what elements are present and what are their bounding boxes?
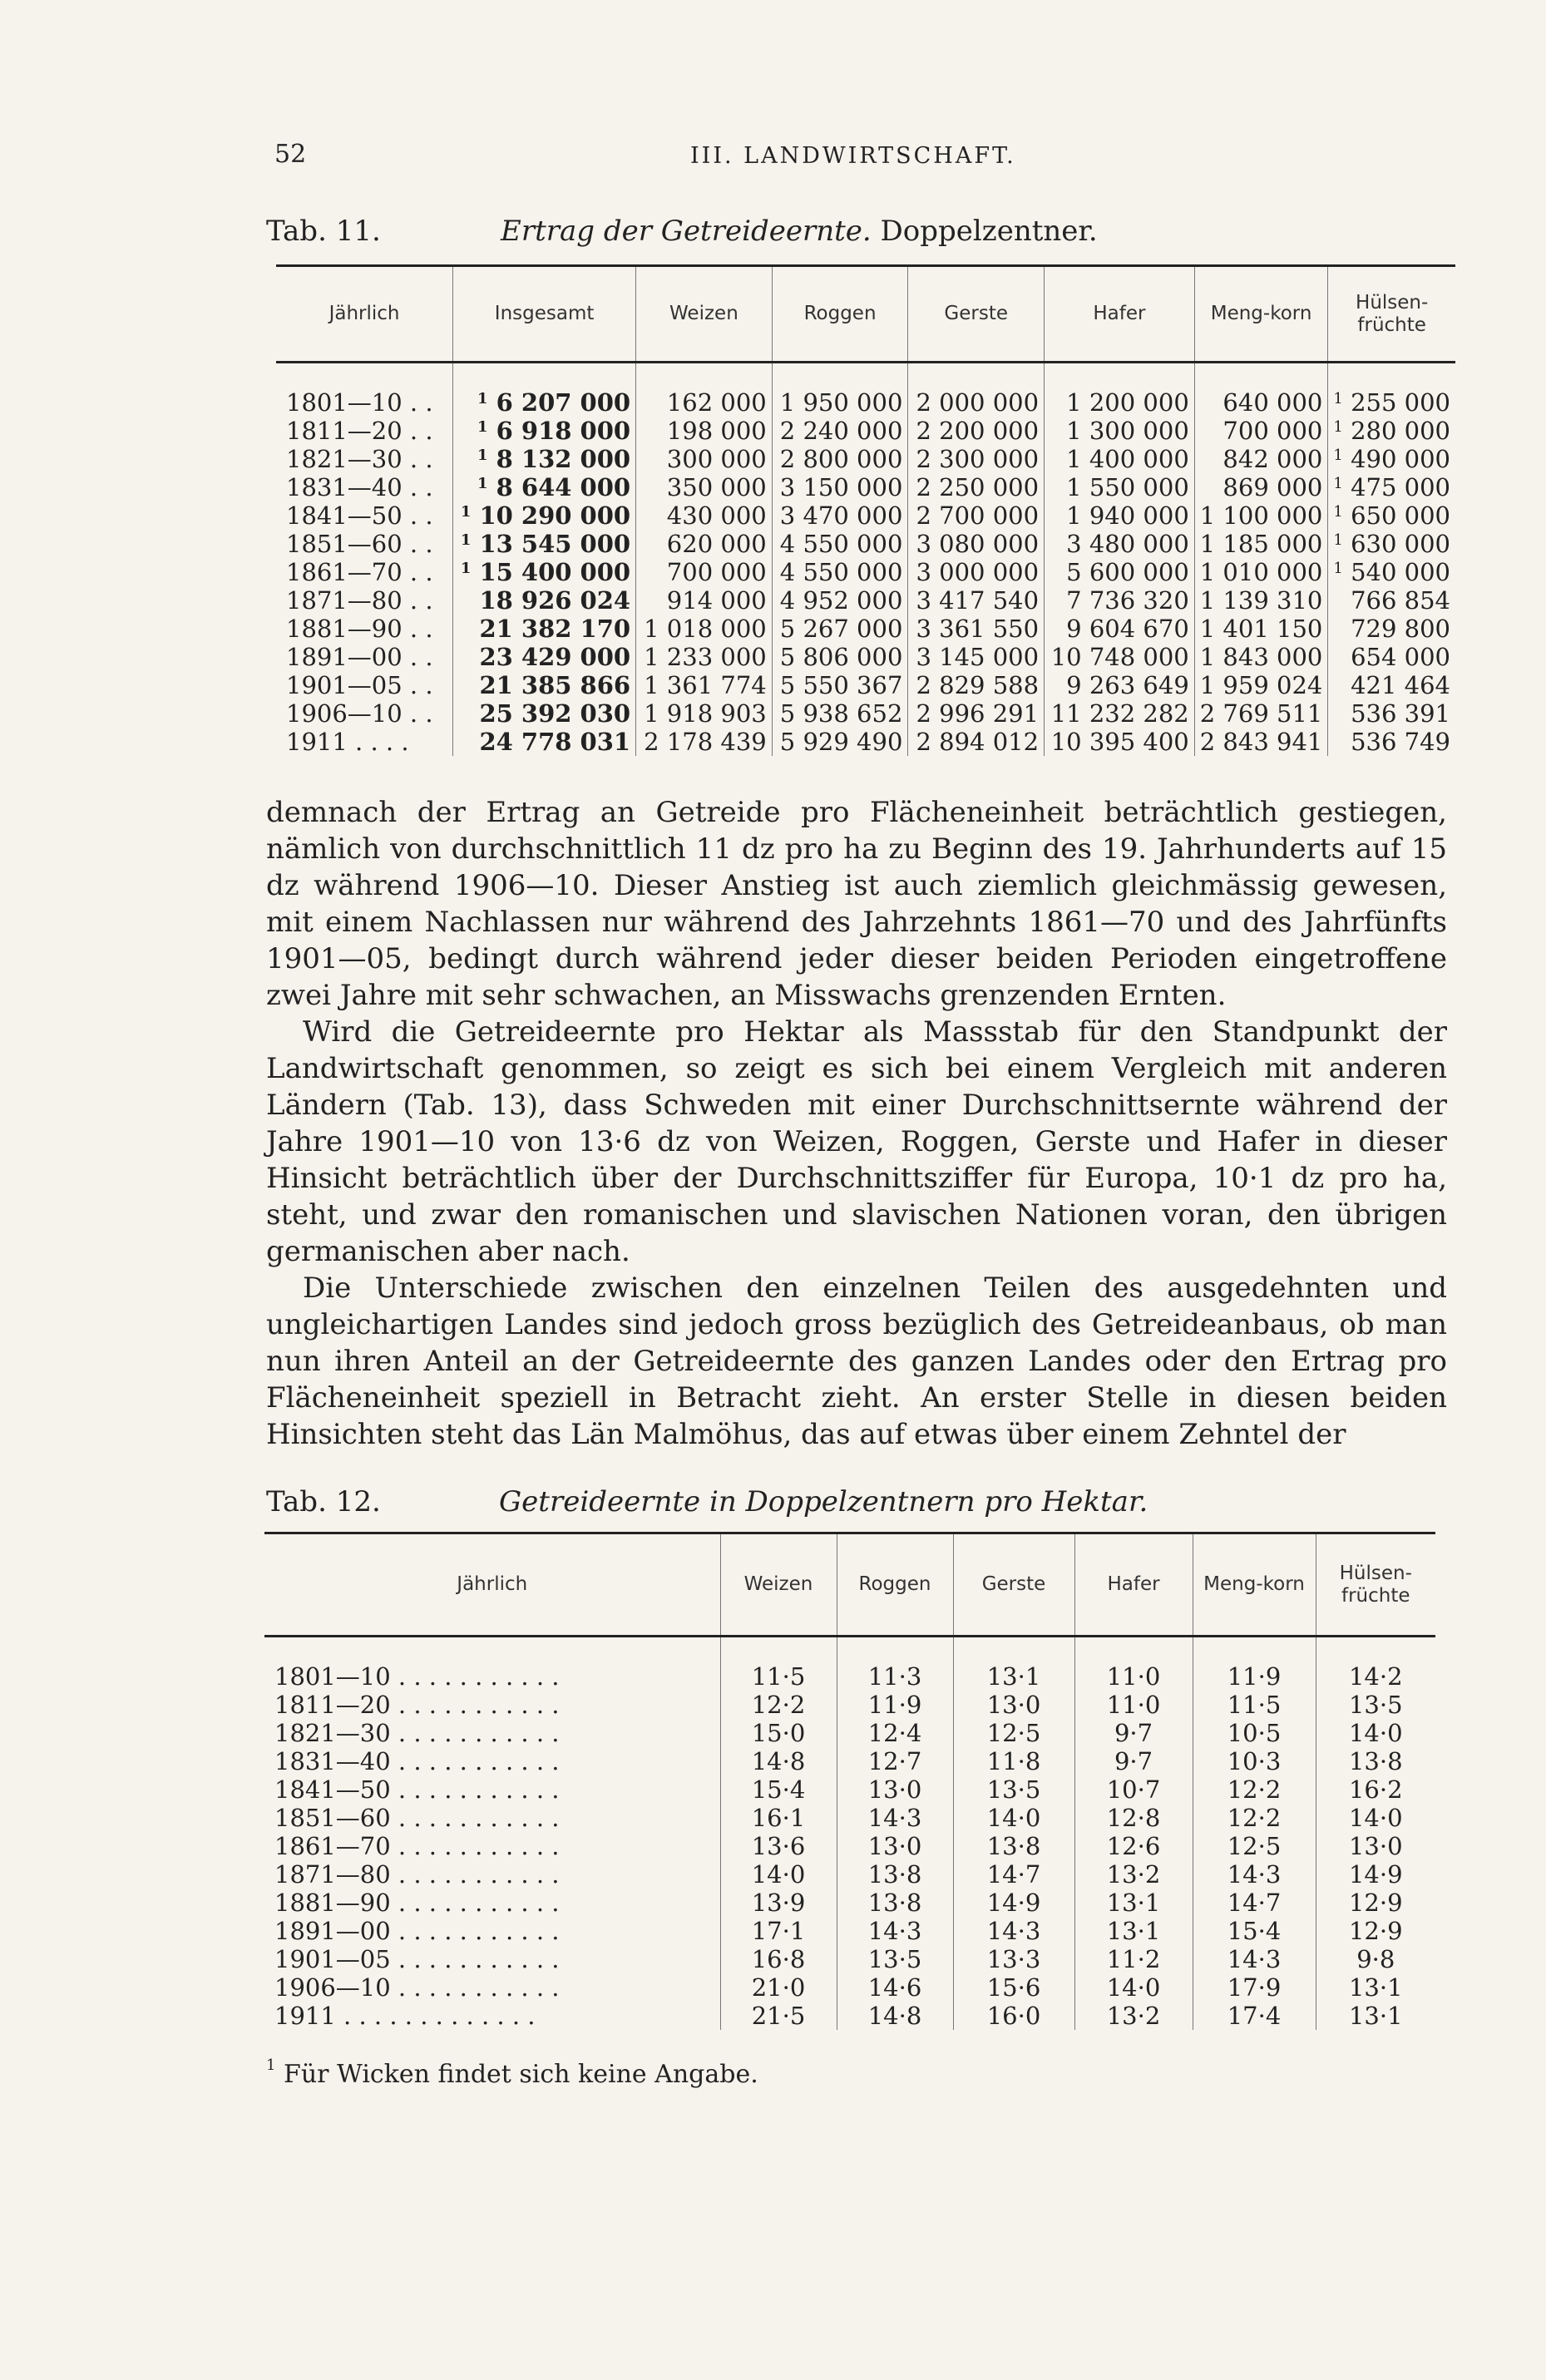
hafer-cell: 12·8	[1074, 1804, 1193, 1832]
gerste-cell: 2 996 291	[908, 699, 1045, 728]
footnote-ref: 1	[1333, 531, 1343, 549]
weizen-cell: 13·9	[720, 1889, 837, 1917]
gerste-cell: 2 250 000	[908, 473, 1045, 501]
mengkorn-cell: 1 010 000	[1194, 558, 1328, 586]
period-cell: 1901—05 . . . . . . . . . . .	[274, 1945, 560, 1973]
footnote-ref: 1	[460, 531, 472, 549]
period-cell: 1821—30 . .	[286, 445, 433, 473]
gerste-cell: 2 700 000	[908, 501, 1045, 530]
footnote-ref: 1	[477, 447, 488, 464]
weizen-cell: 11·5	[720, 1637, 837, 1691]
footnote-ref: 1	[477, 390, 488, 407]
mengkorn-cell: 1 139 310	[1194, 586, 1328, 615]
weizen-cell: 12·2	[720, 1691, 837, 1719]
hafer-cell: 11 232 282	[1045, 699, 1195, 728]
huelsen-cell: 16·2	[1316, 1775, 1435, 1804]
gerste-cell: 13·1	[953, 1637, 1074, 1691]
hafer-cell: 9·7	[1074, 1747, 1193, 1775]
mengkorn-cell: 14·7	[1193, 1889, 1316, 1917]
cell-value: 255 000	[1351, 388, 1450, 417]
weizen-cell: 620 000	[636, 530, 773, 558]
hafer-cell: 7 736 320	[1045, 586, 1195, 615]
table-row	[276, 586, 1455, 615]
footnote-text: Für Wicken findet sich keine Angabe.	[284, 2060, 758, 2089]
weizen-cell: 17·1	[720, 1917, 837, 1945]
mengkorn-cell: 640 000	[1194, 363, 1328, 417]
period-cell: 1851—60 . . . . . . . . . . .	[274, 1804, 560, 1832]
total-cell: 25 392 030	[453, 699, 636, 728]
mengkorn-cell: 1 959 024	[1194, 671, 1328, 699]
period-cell: 1906—10 . . . . . . . . . . .	[274, 1973, 560, 2002]
gerste-cell: 2 200 000	[908, 417, 1045, 445]
huelsen-cell	[1328, 558, 1455, 586]
weizen-cell: 21·5	[720, 2002, 837, 2030]
col-header-hafer: Hafer	[1074, 1533, 1193, 1637]
huelsen-cell: 13·5	[1316, 1691, 1435, 1719]
gerste-cell: 13·5	[953, 1775, 1074, 1804]
table-row	[264, 1945, 1435, 1973]
col-header-jaehrlich: Jährlich	[457, 1573, 528, 1595]
period-cell: 1901—05 . .	[286, 671, 433, 699]
cell-value: 650 000	[1351, 501, 1450, 530]
table-row	[264, 1719, 1435, 1747]
roggen-cell: 11·9	[837, 1691, 953, 1719]
mengkorn-cell: 17·9	[1193, 1973, 1316, 2002]
col-header-gerste: Gerste	[953, 1533, 1074, 1637]
gerste-cell: 3 361 550	[908, 615, 1045, 643]
weizen-cell: 350 000	[636, 473, 773, 501]
gerste-cell: 14·0	[953, 1804, 1074, 1832]
period-cell: 1861—70 . . . . . . . . . . .	[274, 1832, 560, 1860]
huelsen-cell: 13·0	[1316, 1832, 1435, 1860]
mengkorn-cell: 1 100 000	[1194, 501, 1328, 530]
total-cell: 21 385 866	[453, 671, 636, 699]
mengkorn-cell: 12·5	[1193, 1832, 1316, 1860]
cell-value: 280 000	[1351, 417, 1450, 445]
col-header-insgesamt: Insgesamt	[453, 266, 636, 363]
roggen-cell: 13·0	[837, 1775, 953, 1804]
weizen-cell: 15·4	[720, 1775, 837, 1804]
weizen-cell: 14·0	[720, 1860, 837, 1889]
weizen-cell: 300 000	[636, 445, 773, 473]
footnote-mark: 1	[266, 2057, 276, 2074]
table-row	[276, 558, 1455, 586]
period-cell: 1851—60 . .	[286, 530, 433, 558]
period-cell: 1911 . . . .	[286, 728, 409, 756]
table-row	[276, 501, 1455, 530]
table-row	[276, 363, 1455, 417]
gerste-cell: 13·0	[953, 1691, 1074, 1719]
weizen-cell: 1 018 000	[636, 615, 773, 643]
period-cell: 1801—10 . .	[286, 388, 433, 417]
hafer-cell: 13·2	[1074, 2002, 1193, 2030]
hafer-cell: 14·0	[1074, 1973, 1193, 2002]
gerste-cell: 2 829 588	[908, 671, 1045, 699]
total-cell	[453, 445, 636, 473]
total-cell	[453, 530, 636, 558]
col-header-mengkorn: Meng-korn	[1193, 1533, 1316, 1637]
weizen-cell: 430 000	[636, 501, 773, 530]
paragraph-1: demnach der Ertrag an Getreide pro Flächeneinheit beträchtlich gestiegen, nämlich von durchschnittlich 11 dz pro ha zu Beginn des 19. Jahrhunderts auf 15 dz während 1906—10. Dieser Anstieg ist auch ziemlich gleichmässig gewesen, mit einem Nachlassen nur während des Jahrzehnts 1861—70 und des Jahrfünfts 1901—05, bedingt durch während jeder dieser beiden Perioden eingetroffene zwei Jahre mit sehr schwachen, an Misswachs grenzenden Ernten.	[266, 796, 1447, 1012]
table-row	[264, 1804, 1435, 1832]
col-header-roggen: Roggen	[837, 1533, 953, 1637]
mengkorn-cell: 842 000	[1194, 445, 1328, 473]
body-text	[266, 794, 1447, 1453]
hafer-cell: 12·6	[1074, 1832, 1193, 1860]
total-cell: 24 778 031	[453, 728, 636, 756]
huelsen-cell: 729 800	[1328, 615, 1455, 643]
period-cell: 1821—30 . . . . . . . . . . .	[274, 1719, 560, 1747]
period-cell: 1841—50 . . . . . . . . . . .	[274, 1775, 560, 1804]
gerste-cell: 14·9	[953, 1889, 1074, 1917]
table-row	[264, 1691, 1435, 1719]
roggen-cell: 12·4	[837, 1719, 953, 1747]
gerste-cell: 3 080 000	[908, 530, 1045, 558]
period-cell: 1881—90 . .	[286, 615, 433, 643]
hafer-cell: 9 263 649	[1045, 671, 1195, 699]
mengkorn-cell: 869 000	[1194, 473, 1328, 501]
huelsen-cell: 14·2	[1316, 1637, 1435, 1691]
total-cell: 23 429 000	[453, 643, 636, 671]
mengkorn-cell: 1 843 000	[1194, 643, 1328, 671]
weizen-cell: 1 361 774	[636, 671, 773, 699]
huelsen-cell: 536 391	[1328, 699, 1455, 728]
mengkorn-cell: 700 000	[1194, 417, 1328, 445]
hafer-cell: 1 400 000	[1045, 445, 1195, 473]
roggen-cell: 14·3	[837, 1917, 953, 1945]
col-header-weizen: Weizen	[636, 266, 773, 363]
footnote-ref: 1	[460, 503, 472, 521]
roggen-cell: 13·8	[837, 1860, 953, 1889]
huelsen-cell: 12·9	[1316, 1889, 1435, 1917]
cell-value: 6 207 000	[496, 388, 631, 417]
period-cell: 1811—20 . .	[286, 417, 433, 445]
gerste-cell: 3 145 000	[908, 643, 1045, 671]
huelsen-cell: 766 854	[1328, 586, 1455, 615]
mengkorn-cell: 2 843 941	[1194, 728, 1328, 756]
weizen-cell: 914 000	[636, 586, 773, 615]
cell-value: 540 000	[1351, 558, 1450, 586]
roggen-cell: 5 929 490	[772, 728, 908, 756]
table-row	[276, 643, 1455, 671]
roggen-cell: 5 267 000	[772, 615, 908, 643]
period-cell: 1911 . . . . . . . . . . . . .	[274, 2002, 536, 2030]
huelsen-cell: 13·8	[1316, 1747, 1435, 1775]
huelsen-cell: 14·9	[1316, 1860, 1435, 1889]
footnote-ref: 1	[477, 418, 488, 436]
huelsen-cell	[1328, 473, 1455, 501]
col-header-mengkorn: Meng-korn	[1194, 266, 1328, 363]
huelsen-cell	[1328, 417, 1455, 445]
page-header	[274, 140, 1455, 181]
hafer-cell: 9 604 670	[1045, 615, 1195, 643]
footnote-ref: 1	[1333, 447, 1343, 464]
roggen-cell: 1 950 000	[772, 363, 908, 417]
table-row	[276, 445, 1455, 473]
cell-value: 6 918 000	[496, 417, 631, 445]
table-row	[276, 473, 1455, 501]
gerste-cell: 12·5	[953, 1719, 1074, 1747]
table-row	[276, 417, 1455, 445]
weizen-cell: 13·6	[720, 1832, 837, 1860]
gerste-cell: 2 894 012	[908, 728, 1045, 756]
paragraph-2: Wird die Getreideernte pro Hektar als Massstab für den Standpunkt der Landwirtschaft genommen, so zeigt es sich bei einem Vergleich mit anderen Ländern (Tab. 13), dass Schweden mit einer Durchschnittsernte während der Jahre 1901—10 von 13·6 dz von Weizen, Roggen, Gerste und Hafer in dieser Hinsicht beträchtlich über der Durchschnittsziffer für Europa, 10·1 dz pro ha, steht, und zwar den romanischen und slavischen Nationen voran, den übrigen germanischen aber nach.	[266, 1015, 1447, 1268]
table-row	[264, 1973, 1435, 2002]
weizen-cell: 198 000	[636, 417, 773, 445]
huelsen-cell: 12·9	[1316, 1917, 1435, 1945]
huelsen-cell	[1328, 501, 1455, 530]
col-header-jaehrlich: Jährlich	[328, 303, 400, 324]
total-cell	[453, 363, 636, 417]
huelsen-cell: 536 749	[1328, 728, 1455, 756]
footnote-ref: 1	[1333, 475, 1343, 492]
total-cell	[453, 417, 636, 445]
cell-value: 8 644 000	[496, 473, 631, 501]
hafer-cell: 13·1	[1074, 1917, 1193, 1945]
weizen-cell: 14·8	[720, 1747, 837, 1775]
hafer-cell: 10 748 000	[1045, 643, 1195, 671]
huelsen-cell: 9·8	[1316, 1945, 1435, 1973]
period-cell: 1811—20 . . . . . . . . . . .	[274, 1691, 560, 1719]
gerste-cell: 11·8	[953, 1747, 1074, 1775]
total-cell: 21 382 170	[453, 615, 636, 643]
page-number: 52	[274, 140, 307, 169]
period-cell: 1841—50 . .	[286, 501, 433, 530]
gerste-cell: 2 300 000	[908, 445, 1045, 473]
table-row	[276, 615, 1455, 643]
gerste-cell: 14·3	[953, 1917, 1074, 1945]
hafer-cell: 1 550 000	[1045, 473, 1195, 501]
col-header-gerste: Gerste	[908, 266, 1045, 363]
roggen-cell: 3 150 000	[772, 473, 908, 501]
table-12-title: Getreideernte in Doppelzentnern pro Hektar.	[499, 1485, 1148, 1518]
table-11-header-row	[276, 266, 1455, 363]
period-cell: 1831—40 . .	[286, 473, 433, 501]
table-row	[264, 1889, 1435, 1917]
huelsen-cell: 14·0	[1316, 1719, 1435, 1747]
cell-value: 13 545 000	[479, 530, 631, 558]
huelsen-cell	[1328, 445, 1455, 473]
running-title: III. LANDWIRTSCHAFT.	[690, 143, 1016, 169]
roggen-cell: 13·0	[837, 1832, 953, 1860]
footnote-ref: 1	[460, 560, 472, 577]
cell-value: 475 000	[1351, 473, 1450, 501]
roggen-cell: 11·3	[837, 1637, 953, 1691]
table-row	[264, 1860, 1435, 1889]
col-header-huelsenfruechte: Hülsen-früchte	[1316, 1533, 1435, 1637]
footnote-ref: 1	[1333, 560, 1343, 577]
mengkorn-cell: 12·2	[1193, 1775, 1316, 1804]
roggen-cell: 4 550 000	[772, 558, 908, 586]
mengkorn-cell: 11·9	[1193, 1637, 1316, 1691]
gerste-cell: 15·6	[953, 1973, 1074, 2002]
hafer-cell: 13·2	[1074, 1860, 1193, 1889]
huelsen-cell: 13·1	[1316, 1973, 1435, 2002]
period-cell: 1891—00 . . . . . . . . . . .	[274, 1917, 560, 1945]
table-row	[264, 2002, 1435, 2030]
mengkorn-cell: 15·4	[1193, 1917, 1316, 1945]
roggen-cell: 5 550 367	[772, 671, 908, 699]
period-cell: 1831—40 . . . . . . . . . . .	[274, 1747, 560, 1775]
table-row	[276, 671, 1455, 699]
table-11-label: Tab. 11.	[266, 215, 381, 248]
gerste-cell: 13·8	[953, 1832, 1074, 1860]
roggen-cell: 5 938 652	[772, 699, 908, 728]
mengkorn-cell: 14·3	[1193, 1860, 1316, 1889]
total-cell: 18 926 024	[453, 586, 636, 615]
hafer-cell: 9·7	[1074, 1719, 1193, 1747]
weizen-cell: 1 233 000	[636, 643, 773, 671]
total-cell	[453, 558, 636, 586]
roggen-cell: 5 806 000	[772, 643, 908, 671]
huelsen-cell: 14·0	[1316, 1804, 1435, 1832]
huelsen-cell: 421 464	[1328, 671, 1455, 699]
table-row	[276, 728, 1455, 756]
gerste-cell: 14·7	[953, 1860, 1074, 1889]
hafer-cell: 3 480 000	[1045, 530, 1195, 558]
table-row	[276, 699, 1455, 728]
table-12	[264, 1532, 1435, 2030]
paragraph-3: Die Unterschiede zwischen den einzelnen Teilen des ausgedehnten und ungleichartigen Landes sind jedoch gross bezüglich des Getreideanbaus, ob man nun ihren Anteil an der Getreideernte des ganzen Landes oder den Ertrag pro Flächeneinheit speziell in Betracht zieht. An erster Stelle in diesen beiden Hinsichten steht das Län Malmöhus, das auf etwas über einem Zehntel der	[266, 1271, 1447, 1451]
table-row	[264, 1747, 1435, 1775]
weizen-cell: 21·0	[720, 1973, 837, 2002]
roggen-cell: 13·5	[837, 1945, 953, 1973]
huelsen-cell	[1328, 363, 1455, 417]
weizen-cell: 700 000	[636, 558, 773, 586]
mengkorn-cell: 1 185 000	[1194, 530, 1328, 558]
col-header-huelsenfruechte: Hülsen-früchte	[1328, 266, 1455, 363]
weizen-cell: 15·0	[720, 1719, 837, 1747]
period-cell: 1871—80 . .	[286, 586, 433, 615]
col-header-roggen: Roggen	[772, 266, 908, 363]
weizen-cell: 162 000	[636, 363, 773, 417]
period-cell: 1871—80 . . . . . . . . . . .	[274, 1860, 560, 1889]
period-cell: 1906—10 . .	[286, 699, 433, 728]
period-cell: 1861—70 . .	[286, 558, 433, 586]
hafer-cell: 10·7	[1074, 1775, 1193, 1804]
table-row	[264, 1832, 1435, 1860]
hafer-cell: 1 200 000	[1045, 363, 1195, 417]
hafer-cell: 11·0	[1074, 1637, 1193, 1691]
weizen-cell: 2 178 439	[636, 728, 773, 756]
table-12-label: Tab. 12.	[266, 1485, 381, 1518]
mengkorn-cell: 12·2	[1193, 1804, 1316, 1832]
roggen-cell: 13·8	[837, 1889, 953, 1917]
huelsen-cell: 13·1	[1316, 2002, 1435, 2030]
total-cell	[453, 501, 636, 530]
col-header-hafer: Hafer	[1045, 266, 1195, 363]
roggen-cell: 4 952 000	[772, 586, 908, 615]
weizen-cell: 16·8	[720, 1945, 837, 1973]
table-row	[276, 530, 1455, 558]
gerste-cell: 13·3	[953, 1945, 1074, 1973]
period-cell: 1881—90 . . . . . . . . . . .	[274, 1889, 560, 1917]
table-row	[264, 1637, 1435, 1691]
cell-value: 8 132 000	[496, 445, 631, 473]
footnote	[266, 2057, 758, 2089]
roggen-cell: 3 470 000	[772, 501, 908, 530]
weizen-cell: 1 918 903	[636, 699, 773, 728]
footnote-ref: 1	[1333, 418, 1343, 436]
huelsen-cell	[1328, 530, 1455, 558]
roggen-cell: 14·8	[837, 2002, 953, 2030]
hafer-cell: 11·0	[1074, 1691, 1193, 1719]
cell-value: 15 400 000	[479, 558, 631, 586]
table-row	[264, 1775, 1435, 1804]
roggen-cell: 4 550 000	[772, 530, 908, 558]
mengkorn-cell: 10·3	[1193, 1747, 1316, 1775]
cell-value: 490 000	[1351, 445, 1450, 473]
gerste-cell: 3 417 540	[908, 586, 1045, 615]
table-12-header-row	[264, 1533, 1435, 1637]
footnote-ref: 1	[477, 475, 488, 492]
hafer-cell: 10 395 400	[1045, 728, 1195, 756]
roggen-cell: 14·3	[837, 1804, 953, 1832]
mengkorn-cell: 14·3	[1193, 1945, 1316, 1973]
cell-value: 10 290 000	[479, 501, 631, 530]
hafer-cell: 13·1	[1074, 1889, 1193, 1917]
mengkorn-cell: 10·5	[1193, 1719, 1316, 1747]
table-row	[264, 1917, 1435, 1945]
hafer-cell: 11·2	[1074, 1945, 1193, 1973]
hafer-cell: 5 600 000	[1045, 558, 1195, 586]
roggen-cell: 2 800 000	[772, 445, 908, 473]
roggen-cell: 12·7	[837, 1747, 953, 1775]
table-11	[276, 264, 1455, 756]
cell-value: 630 000	[1351, 530, 1450, 558]
footnote-ref: 1	[1333, 390, 1343, 407]
huelsen-cell: 654 000	[1328, 643, 1455, 671]
period-cell: 1891—00 . .	[286, 643, 433, 671]
roggen-cell: 2 240 000	[772, 417, 908, 445]
mengkorn-cell: 1 401 150	[1194, 615, 1328, 643]
table-11-title: Ertrag der Getreideernte. Doppelzentner.	[501, 215, 1098, 248]
gerste-cell: 16·0	[953, 2002, 1074, 2030]
col-header-weizen: Weizen	[720, 1533, 837, 1637]
hafer-cell: 1 300 000	[1045, 417, 1195, 445]
footnote-ref: 1	[1333, 503, 1343, 521]
mengkorn-cell: 2 769 511	[1194, 699, 1328, 728]
gerste-cell: 2 000 000	[908, 363, 1045, 417]
mengkorn-cell: 11·5	[1193, 1691, 1316, 1719]
hafer-cell: 1 940 000	[1045, 501, 1195, 530]
gerste-cell: 3 000 000	[908, 558, 1045, 586]
weizen-cell: 16·1	[720, 1804, 837, 1832]
mengkorn-cell: 17·4	[1193, 2002, 1316, 2030]
total-cell	[453, 473, 636, 501]
period-cell: 1801—10 . . . . . . . . . . .	[274, 1662, 560, 1691]
roggen-cell: 14·6	[837, 1973, 953, 2002]
